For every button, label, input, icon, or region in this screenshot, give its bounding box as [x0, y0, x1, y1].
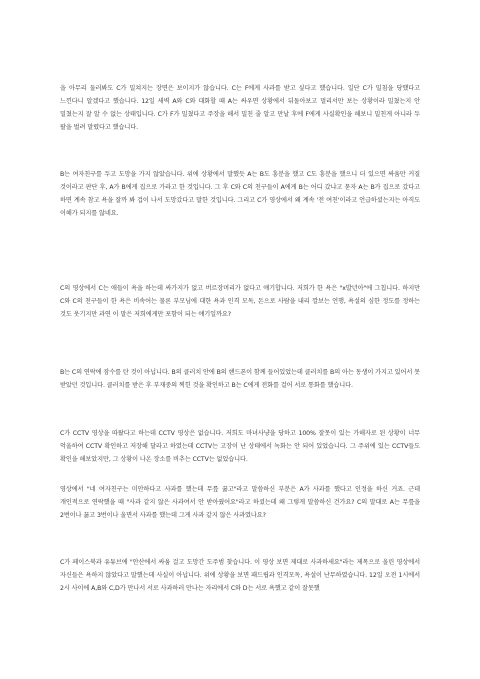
paragraph-1: 을 아무리 둘러봐도 C가 밀쳐지는 장면은 보이지가 않습니다. C는 F에게 사과를 받고 싶다고 했습니다. 일단 C가 밀침을 당했다고 느낀다니 알겠다고 했습니다. 12일 새벽 A와 C와 대화할 때 A는 싸우면 상황에서 뒤돌아보고 멀리서만 보는 상황이라 밀쳤는지 안 밀쳤는지 잘 알 수 없는 상태입니다. C가 F가 밀쳤다고 주장을 해서 밀친 줄 알고 만날 후에 F에게 사실확인을 해보니 밀친게 아니라 두 팔을 벌려 말렸다고 했습니다.: [60, 85, 420, 132]
paragraph-6: 영상에서 "네 여자친구는 미안하다고 사과를 했는데 무릎 꿇고"라고 말씀하신 부분은 A가 사과를 했다고 인정을 하신 거죠. 근데 개인적으로 연락했을 때 "사과 같지 않은 사과여서 안 받아줬어요"라고 하셨는데 왜 그렇게 말씀하신 건가요? C의 말대로 A는 무릎을 2번이나 꿇고 3번이나 울면서 사과를 했는데 그게 사과 같지 않은 사과였나요?: [60, 486, 420, 520]
paragraph-5: C가 CCTV 영상을 따왔다고 하는데 CCTV 영상은 없습니다. 저희도 마녀사냥을 당하고 100% 잘못이 있는 가해자로 된 상황이 너무 억울하여 CCTV 확인하고 저장해 달라고 하였는데 CCTV는 고장이 난 상태에서 녹화는 안 되어 있었습니다. 그 주위에 있는 CCTV들도 확인을 해보았지만, 그 상황이 나온 장소를 비추는 CCTV는 없었습니다.: [60, 430, 420, 464]
paragraph-2: B는 여자친구를 두고 도망을 가지 않았습니다. 위에 상황에서 말했듯 A는 B도 흥분을 했고 C도 흥분을 했으니 더 있으면 싸움만 커질 것이라고 판단 후, A가 B에게 집으로 가라고 한 것입니다. 그 후 C와 C의 친구들이 A에게 B는 어디 갔냐고 묻자 A는 B가 집으로 갔다고 하면 계속 참고 욕을 잘까 봐 겁이 나서 도망갔다고 말한 것입니다. 그리고 C가 영상에서 왜 계속 '전 여친'이라고 언급하셨는지는 아직도 이해가 되지를 않네요.: [60, 171, 420, 218]
paragraph-7: C가 페이스북과 유튜브에 "안산에서 싸움 걸고 도망간 도주범 찾습니다. 이 영상 보면 제대로 사과하세요"라는 제목으로 올린 영상에서 자신들은 욕하지 않았다고 말했는데 사실이 아닙니다. 위에 상황을 보면 패드립과 인격모독, 욕설이 난무하였습니다. 12일 오전 1시에서 2시 사이에 A,B와 C,D가 만나서 서로 사과하러 만나는 자리에서 C와 D는 서로 욕했고 같이 잘못했: [60, 559, 420, 593]
paragraph-3: C의 영상에서 C는 애들이 욕을 하는데 싸가지가 없고 버르장머리가 없다고 얘기합니다. 저희가 한 욕은 "x발년아"에 그칩니다. 하지만 C와 C의 친구들이 한 욕은 비속어는 물론 부모님에 대한 욕과 인격 모독, 돈으로 사람을 내리 깔보는 언행, 욕설의 심한 정도를 정하는 것도 웃기지만 과연 이 말은 저희에게만 포함이 되는 얘기일까요?: [60, 285, 420, 319]
paragraph-4: B는 C의 연락에 잠수를 탄 것이 아닙니다. B의 클러치 안에 B의 핸드폰이 함께 들어있었는데 클러치를 B의 아는 동생이 가지고 있어서 못 받았던 것입니다. 클러치를 받은 후 부재중의 찍힌 것을 확인하고 B는 C에게 전화를 걸어 서로 통화를 했습니다.: [60, 369, 420, 390]
